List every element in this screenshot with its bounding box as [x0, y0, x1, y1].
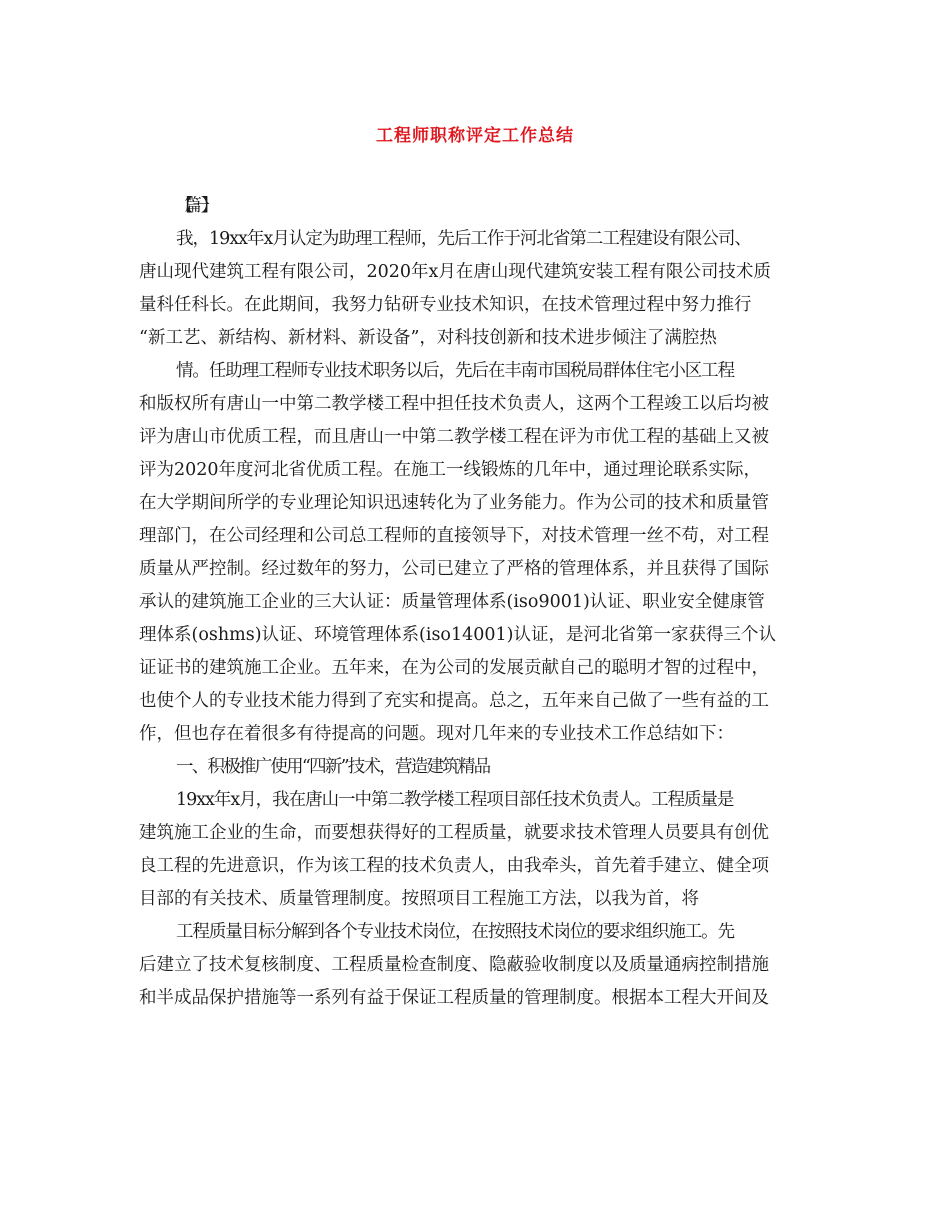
text-line: 建筑施工企业的生命，而要想获得好的工程质量，就要求技术管理人员要具有创优 — [139, 823, 769, 843]
text-line: “新工艺、新结构、新材料、新设备”，对科技创新和技术进步倾注了满腔热 — [139, 328, 717, 348]
document-title: 工程师职称评定工作总结 — [376, 126, 574, 146]
text-line: 我，19xx年x月认定为助理工程师，先后工作于河北省第二工程建设有限公司、 — [176, 229, 751, 249]
text-line: 【篇一】 — [176, 196, 209, 216]
text-line: 和半成品保护措施等一系列有益于保证工程质量的管理制度。根据本工程大开间及 — [139, 988, 769, 1008]
text-line: 评为唐山市优质工程，而且唐山一中第二教学楼工程在评为市优工程的基础上又被 — [139, 427, 769, 447]
text-line: 作，但也存在着很多有待提高的问题。现对几年来的专业技术工作总结如下： — [139, 724, 734, 744]
text-line: 评为2020年度河北省优质工程。在施工一线锻炼的几年中，通过理论联系实际， — [139, 460, 762, 480]
text-line: 情。任助理工程师专业技术职务以后，先后在丰南市国税局群体住宅小区工程 — [176, 361, 734, 381]
text-line: 19xx年x月，我在唐山一中第二教学楼工程项目部任技术负责人。工程质量是 — [176, 790, 734, 810]
text-line: 理体系(oshms)认证、环境管理体系(iso14001)认证，是河北省第一家获得三个认 — [139, 625, 776, 645]
text-line: 也使个人的专业技术能力得到了充实和提高。总之，五年来自己做了一些有益的工 — [139, 691, 769, 711]
text-line: 量科任科长。在此期间，我努力钻研专业技术知识，在技术管理过程中努力推行 — [139, 295, 752, 315]
document-body — [139, 190, 819, 1015]
text-line: 在大学期间所学的专业理论知识迅速转化为了业务能力。作为公司的技术和质量管 — [139, 493, 769, 513]
text-line: 唐山现代建筑工程有限公司，2020年x月在唐山现代建筑安装工程有限公司技术质 — [139, 262, 771, 282]
text-line: 承认的建筑施工企业的三大认证：质量管理体系(iso9001)认证、职业安全健康管 — [139, 592, 765, 612]
text-line: 后建立了技术复核制度、工程质量检查制度、隐蔽验收制度以及质量通病控制措施 — [139, 955, 769, 975]
text-line: 质量从严控制。经过数年的努力，公司已建立了严格的管理体系，并且获得了国际 — [139, 559, 769, 579]
text-line: 工程质量目标分解到各个专业技术岗位，在按照技术岗位的要求组织施工。先 — [176, 922, 734, 942]
text-line: 和版权所有唐山一中第二教学楼工程中担任技术负责人，这两个工程竣工以后均被 — [139, 394, 769, 414]
text-line: 目部的有关技术、质量管理制度。按照项目工程施工方法，以我为首，将 — [139, 889, 699, 909]
text-line: 理部门，在公司经理和公司总工程师的直接领导下，对技术管理一丝不苟，对工程 — [139, 526, 769, 546]
text-line: 证证书的建筑施工企业。五年来，在为公司的发展贡献自己的聪明才智的过程中， — [139, 658, 769, 678]
text-line: 良工程的先进意识，作为该工程的技术负责人，由我牵头，首先着手建立、健全项 — [139, 856, 769, 876]
text-line: 一、积极推广使用“四新”技术，营造建筑精品 — [176, 757, 490, 777]
